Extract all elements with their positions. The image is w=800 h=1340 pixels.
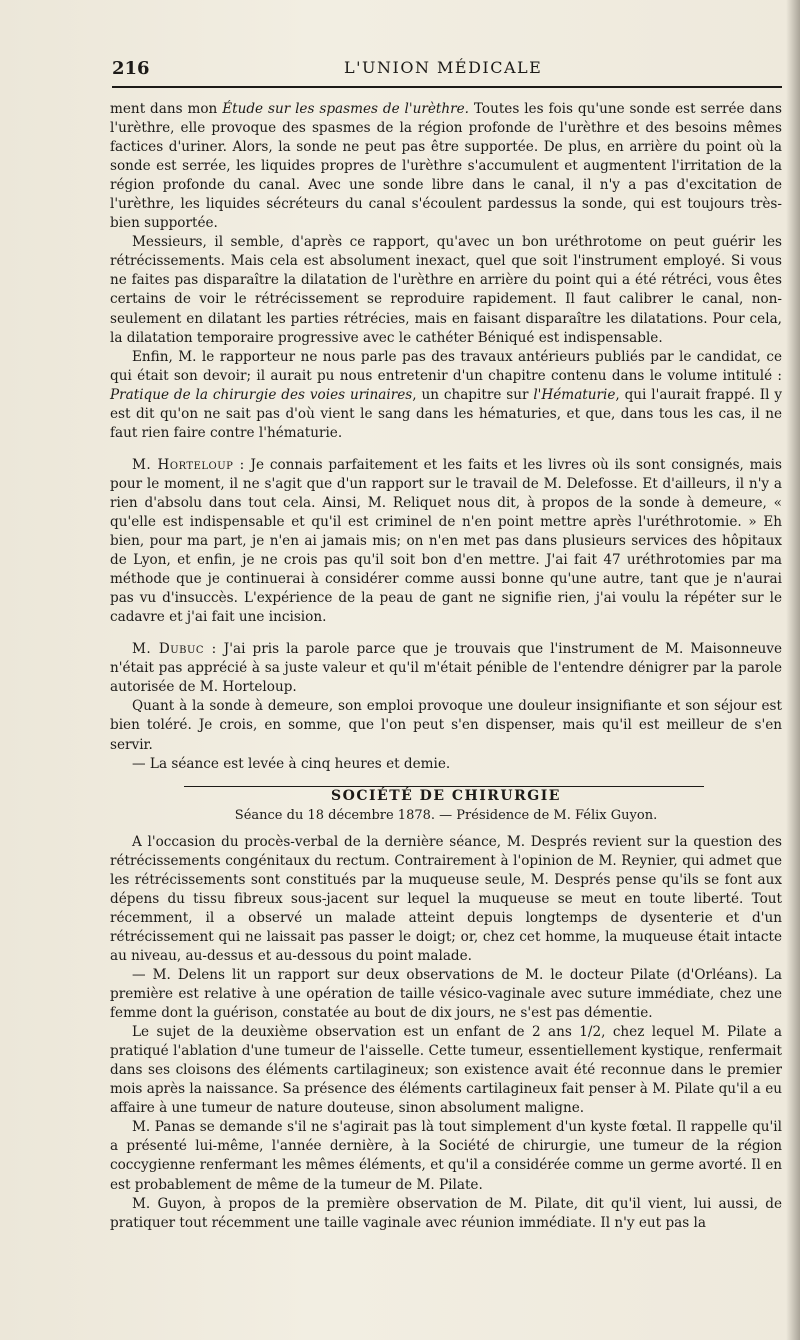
paragraph-guyon: M. Guyon, à propos de la première observation de M. Pilate, dit qu'il vient, lui aussi, de pratiquer tout récemment une taille vaginale avec réunion immédiate. Il n'y eut pas la — [110, 1195, 782, 1231]
section-subtitle: Séance du 18 décembre 1878. — Présidence de M. Félix Guyon. — [234, 807, 658, 823]
paragraph-delens: — M. Delens lit un rapport sur deux observations de M. le docteur Pilate (d'Orléans). La première est relative à une opération de taille vésico-vaginale avec suture immédiate, chez une femme dont la guérison, constatée au bout de dix jours, ne s'est pas démentie. — [110, 967, 782, 1022]
p3-text-b: , un chapitre sur — [412, 386, 534, 403]
dubuc-text: J'ai pris la parole parce que je trouvais que l'instrument de M. Maisonneuve n'était pas apprécié à sa juste valeur et qu'il m'était pénible de l'entendre dénigrer par la parole autorisée de M. Horteloup. — [110, 641, 782, 696]
p3-text-a: Enfin, M. le rapporteur ne nous parle pas des travaux antérieurs publiés par le candidat, ce qui était son devoir; il aurait pu nous entretenir d'un chapitre contenu dans le volume intitulé : — [110, 348, 782, 384]
section-title: SOCIÉTÉ DE CHIRURGIE — [331, 787, 561, 804]
paragraph-panas: M. Panas se demande s'il ne s'agirait pas là tout simplement d'un kyste fœtal. Il rappelle qu'il a présenté lui-même, l'année dernière, à la Société de chirurgie, une tumeur de la région coccygienne renfermant les mêmes éléments, et qu'il a considérée comme un germe avorté. Il en est probablement de même de la tumeur de M. Pilate. — [110, 1119, 782, 1193]
running-title: L'UNION MÉDICALE — [344, 58, 543, 77]
horteloup-text: Je connais parfaitement et les faits et les livres où ils sont consignés, mais pour le moment, il ne s'agit que d'un rapport sur le travail de M. Delefosse. Et d'ailleurs, il n'y a rien d'absolu dans tout cela. Ainsi, M. Reliquet nous dit, à propos de la sonde à demeure, « qu'elle est indispensable et qu'il est criminel de n'en point mettre après l'uréthrotomie. » Eh bien, pour ma part, je n'en ai jamais mis; on n'en met pas dans plusieurs services des hôpitaux de Lyon, et enfin, je ne crois pas qu'il soit bon d'en mettre. J'ai fait 47 uréthrotomies par ma méthode que je continuerai à considérer comme aussi bonne qu'une autre, tant que je n'aurai pas vu d'insuccès. L'expérience de la peau de gant ne signifie rien, j'ai voulu la répéter sur le cadavre et j'ai fait une incision. — [110, 456, 782, 626]
p3-text-c: , qui l'aurait frappé. Il y est dit qu'on ne sait pas d'où vient le sang dans les hématuries, et que, dans tous les cas, il ne faut rien faire contre l'hématurie. — [110, 386, 783, 441]
p3-italic-book: Pratique de la chirurgie des voies urinaires — [110, 386, 413, 403]
paragraph-despres: A l'occasion du procès-verbal de la dernière séance, M. Després revient sur la question des rétrécissements congénitaux du rectum. Contrairement à l'opinion de M. Reynier, qui admet que les rétrécissements sont constitués par la muqueuse seule, M. Després pense qu'ils se font aux dépens du tissu fibreux sous-jacent sur lequel la muqueuse se meut en toute liberté. Tout récemment, il a observé un malade atteint depuis longtemps de dysenterie et d'un rétrécissement qui ne laissait pas passer le doigt; or, chez cet homme, la muqueuse était intacte au niveau, au-dessus et au-dessous du point malade. — [110, 833, 782, 964]
paragraph-pilate: Le sujet de la deuxième observation est un enfant de 2 ans 1/2, chez lequel M. Pilate a pratiqué l'ablation d'une tumeur de l'aisselle. Cette tumeur, essentiellement kystique, renfermait dans ses cloisons des éléments cartilagineux; son existence avait été reconnue dans le premier mois après la naissance. Sa présence des éléments cartilagineux fait penser à M. Pilate qu'il a eu affaire à une tumeur de nature douteuse, sinon absolument maligne. — [110, 1024, 783, 1117]
p3-italic-chapter: l'Hématurie — [533, 386, 616, 403]
paragraph-dubuc — [110, 640, 782, 697]
body-text — [110, 100, 782, 1233]
paragraph-horteloup — [110, 456, 782, 627]
page-number: 216 — [112, 58, 150, 79]
p1-italic-title: Étude sur les spasmes de l'urèthre. — [222, 101, 469, 117]
paragraph-closing: — La séance est levée à cinq heures et demie. — [132, 755, 451, 772]
paragraph-6: Quant à la sonde à demeure, son emploi provoque une douleur insignifiante et son séjour est bien toléré. Je crois, en somme, que l'on peut s'en dispenser, mais qu'il est meilleur de s'en servir. — [110, 698, 782, 753]
paragraph-1 — [110, 100, 782, 233]
speaker-dubuc: M. Dubuc : — [132, 641, 217, 658]
speaker-horteloup: M. Horteloup : — [132, 456, 245, 473]
page-edge-shadow — [786, 0, 800, 1340]
paragraph-3 — [110, 348, 782, 443]
paragraph-2: Messieurs, il semble, d'après ce rapport, qu'avec un bon uréthrotome on peut guérir les rétrécissements. Mais cela est absolument inexact, quel que soit l'instrument employé. Si vous ne faites pas disparaître la dilatation de l'urèthre en arrière du point qui a été rétréci, vous êtes certains de voir le rétrécissement se reproduire rapidement. Il faut calibrer le canal, non-seulement en dilatant les parties rétrécies, mais en faisant disparaître les dilatations. Pour cela, la dilatation temporaire progressive avec le cathéter Béniqué est indispensable. — [110, 234, 782, 346]
page-header — [112, 58, 780, 84]
p1-text-a: ment dans mon — [110, 101, 223, 117]
p1-text-b: Toutes les fois qu'une sonde est serrée dans l'urèthre, elle provoque des spasmes de la région profonde de l'urèthre et des besoins mêmes factices d'uriner. Alors, la sonde ne peut pas être supportée. De plus, en arrière du point où la sonde est serrée, les liquides propres de l'urèthre s'accumulent et augmentent l'irritation de la région profonde du canal. Avec une sonde libre dans le canal, il n'y a pas d'excitation de l'urèthre, les liquides sécréteurs du canal s'écoulent pardessus la sonde, qui est toujours très-bien supportée. — [110, 101, 782, 232]
header-rule — [112, 86, 782, 88]
